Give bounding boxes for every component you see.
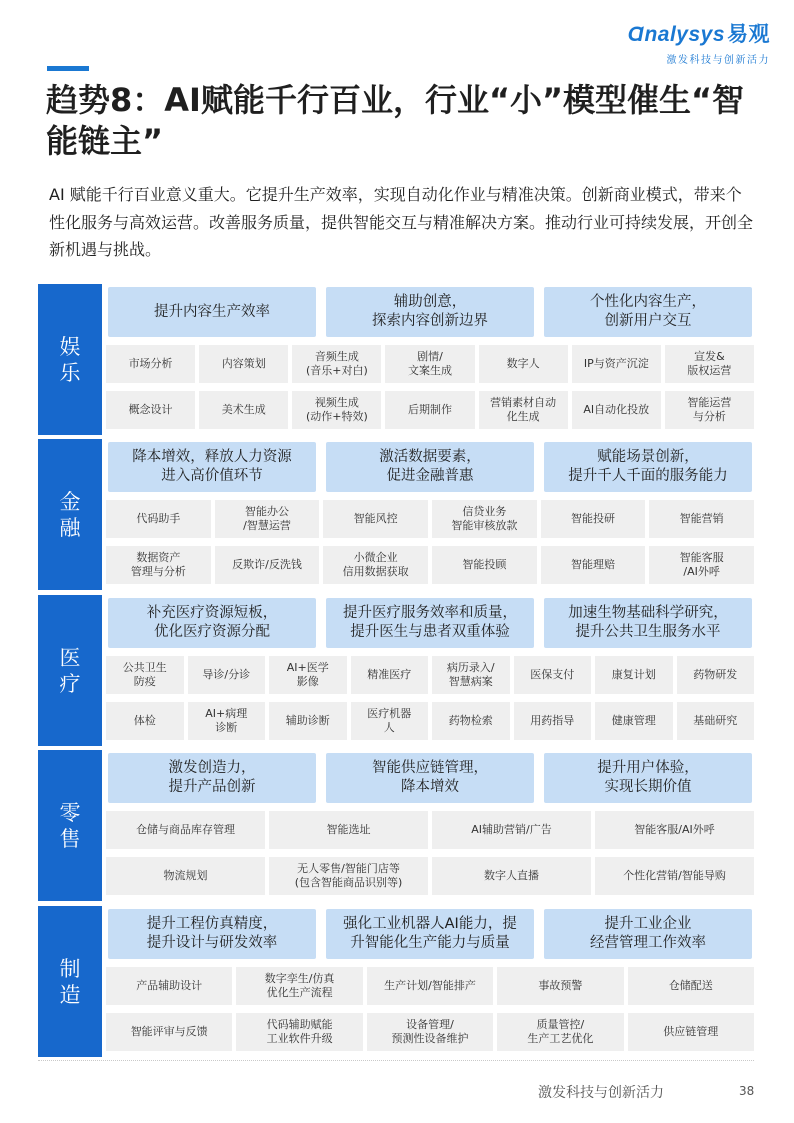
capability-cell: 数据资产 管理与分析 bbox=[106, 546, 211, 584]
intro-paragraph: AI 赋能千行百业意义重大。它提升生产效率，实现自动化作业与精准决策。创新商业模式，带来个性化服务与高效运营。改善服务质量，提供智能交互与精准解决方案。推动行业可持续发展，开创全新机遇与挑战。 bbox=[49, 185, 754, 259]
capability-row bbox=[106, 500, 754, 538]
capability-cell: 无人零售/智能门店等 (包含智能商品识别等) bbox=[269, 857, 428, 895]
capability-cell: AI辅助营销/广告 bbox=[432, 811, 591, 849]
section-label-char: 疗 bbox=[59, 671, 81, 696]
capability-cell: 医疗机器 人 bbox=[351, 702, 429, 740]
goal-box: 提升用户体验， 实现长期价值 bbox=[544, 753, 752, 803]
capability-cell: 医保支付 bbox=[514, 656, 592, 694]
capability-cell: 数字人 bbox=[479, 345, 568, 383]
capability-cell: 仓储与商品库存管理 bbox=[106, 811, 265, 849]
section-healthcare bbox=[38, 595, 754, 746]
goal-box: 赋能场景创新， 提升千人千面的服务能力 bbox=[544, 442, 752, 492]
capability-cell: 内容策划 bbox=[199, 345, 288, 383]
capability-row bbox=[106, 967, 754, 1005]
capability-cell: 智能理赔 bbox=[541, 546, 646, 584]
capability-cell: 用药指导 bbox=[514, 702, 592, 740]
goal-box: 激发创造力， 提升产品创新 bbox=[108, 753, 316, 803]
capability-cell: 智能评审与反馈 bbox=[106, 1013, 232, 1051]
goal-row bbox=[108, 909, 752, 959]
goal-box: 加速生物基础科学研究， 提升公共卫生服务水平 bbox=[544, 598, 752, 648]
capability-cell: 代码助手 bbox=[106, 500, 211, 538]
goal-row bbox=[108, 598, 752, 648]
capability-cell: 基础研究 bbox=[677, 702, 755, 740]
goal-box: 补充医疗资源短板， 优化医疗资源分配 bbox=[108, 598, 316, 648]
capability-cell: 智能风控 bbox=[323, 500, 428, 538]
capability-cell: 美术生成 bbox=[199, 391, 288, 429]
goal-box: 提升工程仿真精度， 提升设计与研发效率 bbox=[108, 909, 316, 959]
section-label-char: 乐 bbox=[59, 360, 81, 385]
capability-cell: 宣发& 版权运营 bbox=[665, 345, 754, 383]
goal-row bbox=[108, 753, 752, 803]
capability-cell: 病历录入/ 智慧病案 bbox=[432, 656, 510, 694]
capability-cell: 剧情/ 文案生成 bbox=[385, 345, 474, 383]
capability-cell: AI+医学 影像 bbox=[269, 656, 347, 694]
capability-cell: 导诊/分诊 bbox=[188, 656, 266, 694]
capability-cell: 市场分析 bbox=[106, 345, 195, 383]
section-label-char: 售 bbox=[59, 826, 81, 851]
capability-row bbox=[106, 811, 754, 849]
footer-divider bbox=[38, 1060, 754, 1061]
brand-logo bbox=[628, 18, 770, 66]
capability-row bbox=[106, 1013, 754, 1051]
goal-box: 提升医疗服务效率和质量， 提升医生与患者双重体验 bbox=[326, 598, 534, 648]
capability-cell: 智能办公 /智慧运营 bbox=[215, 500, 320, 538]
goal-box: 智能供应链管理， 降本增效 bbox=[326, 753, 534, 803]
footer-tagline: 激发科技与创新活力 bbox=[538, 1085, 664, 1101]
section-manufacturing bbox=[38, 906, 754, 1057]
capability-row bbox=[106, 345, 754, 383]
capability-cell: 小微企业 信用数据获取 bbox=[323, 546, 428, 584]
capability-cell: 辅助诊断 bbox=[269, 702, 347, 740]
section-label bbox=[38, 750, 102, 901]
capability-row bbox=[106, 702, 754, 740]
capability-cell: 物流规划 bbox=[106, 857, 265, 895]
section-label-char: 医 bbox=[59, 645, 81, 670]
capability-cell: 后期制作 bbox=[385, 391, 474, 429]
capability-cell: IP与资产沉淀 bbox=[572, 345, 661, 383]
capability-cell: 公共卫生 防疫 bbox=[106, 656, 184, 694]
goal-row bbox=[108, 287, 752, 337]
section-label-char: 造 bbox=[59, 982, 81, 1007]
goal-box: 降本增效，释放人力资源 进入高价值环节 bbox=[108, 442, 316, 492]
capability-row bbox=[106, 546, 754, 584]
capability-cell: 体检 bbox=[106, 702, 184, 740]
section-label bbox=[38, 906, 102, 1057]
goal-box: 个性化内容生产， 创新用户交互 bbox=[544, 287, 752, 337]
capability-cell: 信贷业务 智能审核放款 bbox=[432, 500, 537, 538]
capability-row bbox=[106, 857, 754, 895]
capability-cell: 智能投研 bbox=[541, 500, 646, 538]
capability-cell: AI+病理 诊断 bbox=[188, 702, 266, 740]
capability-cell: 反欺诈/反洗钱 bbox=[215, 546, 320, 584]
capability-cell: 数字人直播 bbox=[432, 857, 591, 895]
goal-box: 提升内容生产效率 bbox=[108, 287, 316, 337]
capability-row bbox=[106, 656, 754, 694]
goal-box: 激活数据要素， 促进金融普惠 bbox=[326, 442, 534, 492]
capability-cell: 药物检索 bbox=[432, 702, 510, 740]
capability-cell: 数字孪生/仿真 优化生产流程 bbox=[236, 967, 362, 1005]
capability-cell: 音频生成 (音乐+对白) bbox=[292, 345, 381, 383]
capability-cell: 药物研发 bbox=[677, 656, 755, 694]
capability-cell: 精准医疗 bbox=[351, 656, 429, 694]
page-number: 38 bbox=[739, 1084, 755, 1098]
capability-cell: 健康管理 bbox=[595, 702, 673, 740]
capability-cell: 营销素材自动 化生成 bbox=[479, 391, 568, 429]
capability-cell: 康复计划 bbox=[595, 656, 673, 694]
goal-box: 强化工业机器人AI能力，提 升智能化生产能力与质量 bbox=[326, 909, 534, 959]
title-accent-bar bbox=[47, 66, 89, 71]
capability-cell: 概念设计 bbox=[106, 391, 195, 429]
goal-box: 辅助创意， 探索内容创新边界 bbox=[326, 287, 534, 337]
section-label-char: 金 bbox=[59, 489, 81, 514]
capability-cell: 供应链管理 bbox=[628, 1013, 754, 1051]
page-title: 趋势8：AI赋能千行百业，行业“小”模型催生“智能链主” bbox=[46, 81, 745, 160]
capability-cell: 智能客服 /AI外呼 bbox=[649, 546, 754, 584]
section-label-char: 制 bbox=[59, 956, 81, 981]
section-label-char: 零 bbox=[59, 800, 81, 825]
goal-box: 提升工业企业 经营管理工作效率 bbox=[544, 909, 752, 959]
section-label bbox=[38, 439, 102, 590]
capability-cell: 事故预警 bbox=[497, 967, 623, 1005]
capability-cell: AI自动化投放 bbox=[572, 391, 661, 429]
capability-cell: 产品辅助设计 bbox=[106, 967, 232, 1005]
capability-cell: 智能选址 bbox=[269, 811, 428, 849]
capability-cell: 智能运营 与分析 bbox=[665, 391, 754, 429]
capability-cell: 个性化营销/智能导购 bbox=[595, 857, 754, 895]
logo-wordmark: nalysys bbox=[644, 23, 725, 46]
section-retail bbox=[38, 750, 754, 901]
section-label bbox=[38, 284, 102, 435]
section-finance bbox=[38, 439, 754, 590]
capability-cell: 设备管理/ 预测性设备维护 bbox=[367, 1013, 493, 1051]
capability-cell: 仓储配送 bbox=[628, 967, 754, 1005]
capability-row bbox=[106, 391, 754, 429]
capability-cell: 智能投顾 bbox=[432, 546, 537, 584]
section-label-char: 融 bbox=[59, 515, 81, 540]
capability-cell: 代码辅助赋能 工业软件升级 bbox=[236, 1013, 362, 1051]
goal-row bbox=[108, 442, 752, 492]
logo-chinese: 易观 bbox=[727, 23, 770, 46]
section-label-char: 娱 bbox=[59, 334, 81, 359]
section-label bbox=[38, 595, 102, 746]
section-entertainment bbox=[38, 284, 754, 435]
capability-cell: 智能营销 bbox=[649, 500, 754, 538]
capability-cell: 质量管控/ 生产工艺优化 bbox=[497, 1013, 623, 1051]
capability-cell: 视频生成 (动作+特效) bbox=[292, 391, 381, 429]
logo-mark: Ɑ bbox=[627, 23, 645, 46]
logo-tagline: 激发科技与创新活力 bbox=[666, 55, 770, 66]
capability-cell: 生产计划/智能排产 bbox=[367, 967, 493, 1005]
capability-cell: 智能客服/AI外呼 bbox=[595, 811, 754, 849]
